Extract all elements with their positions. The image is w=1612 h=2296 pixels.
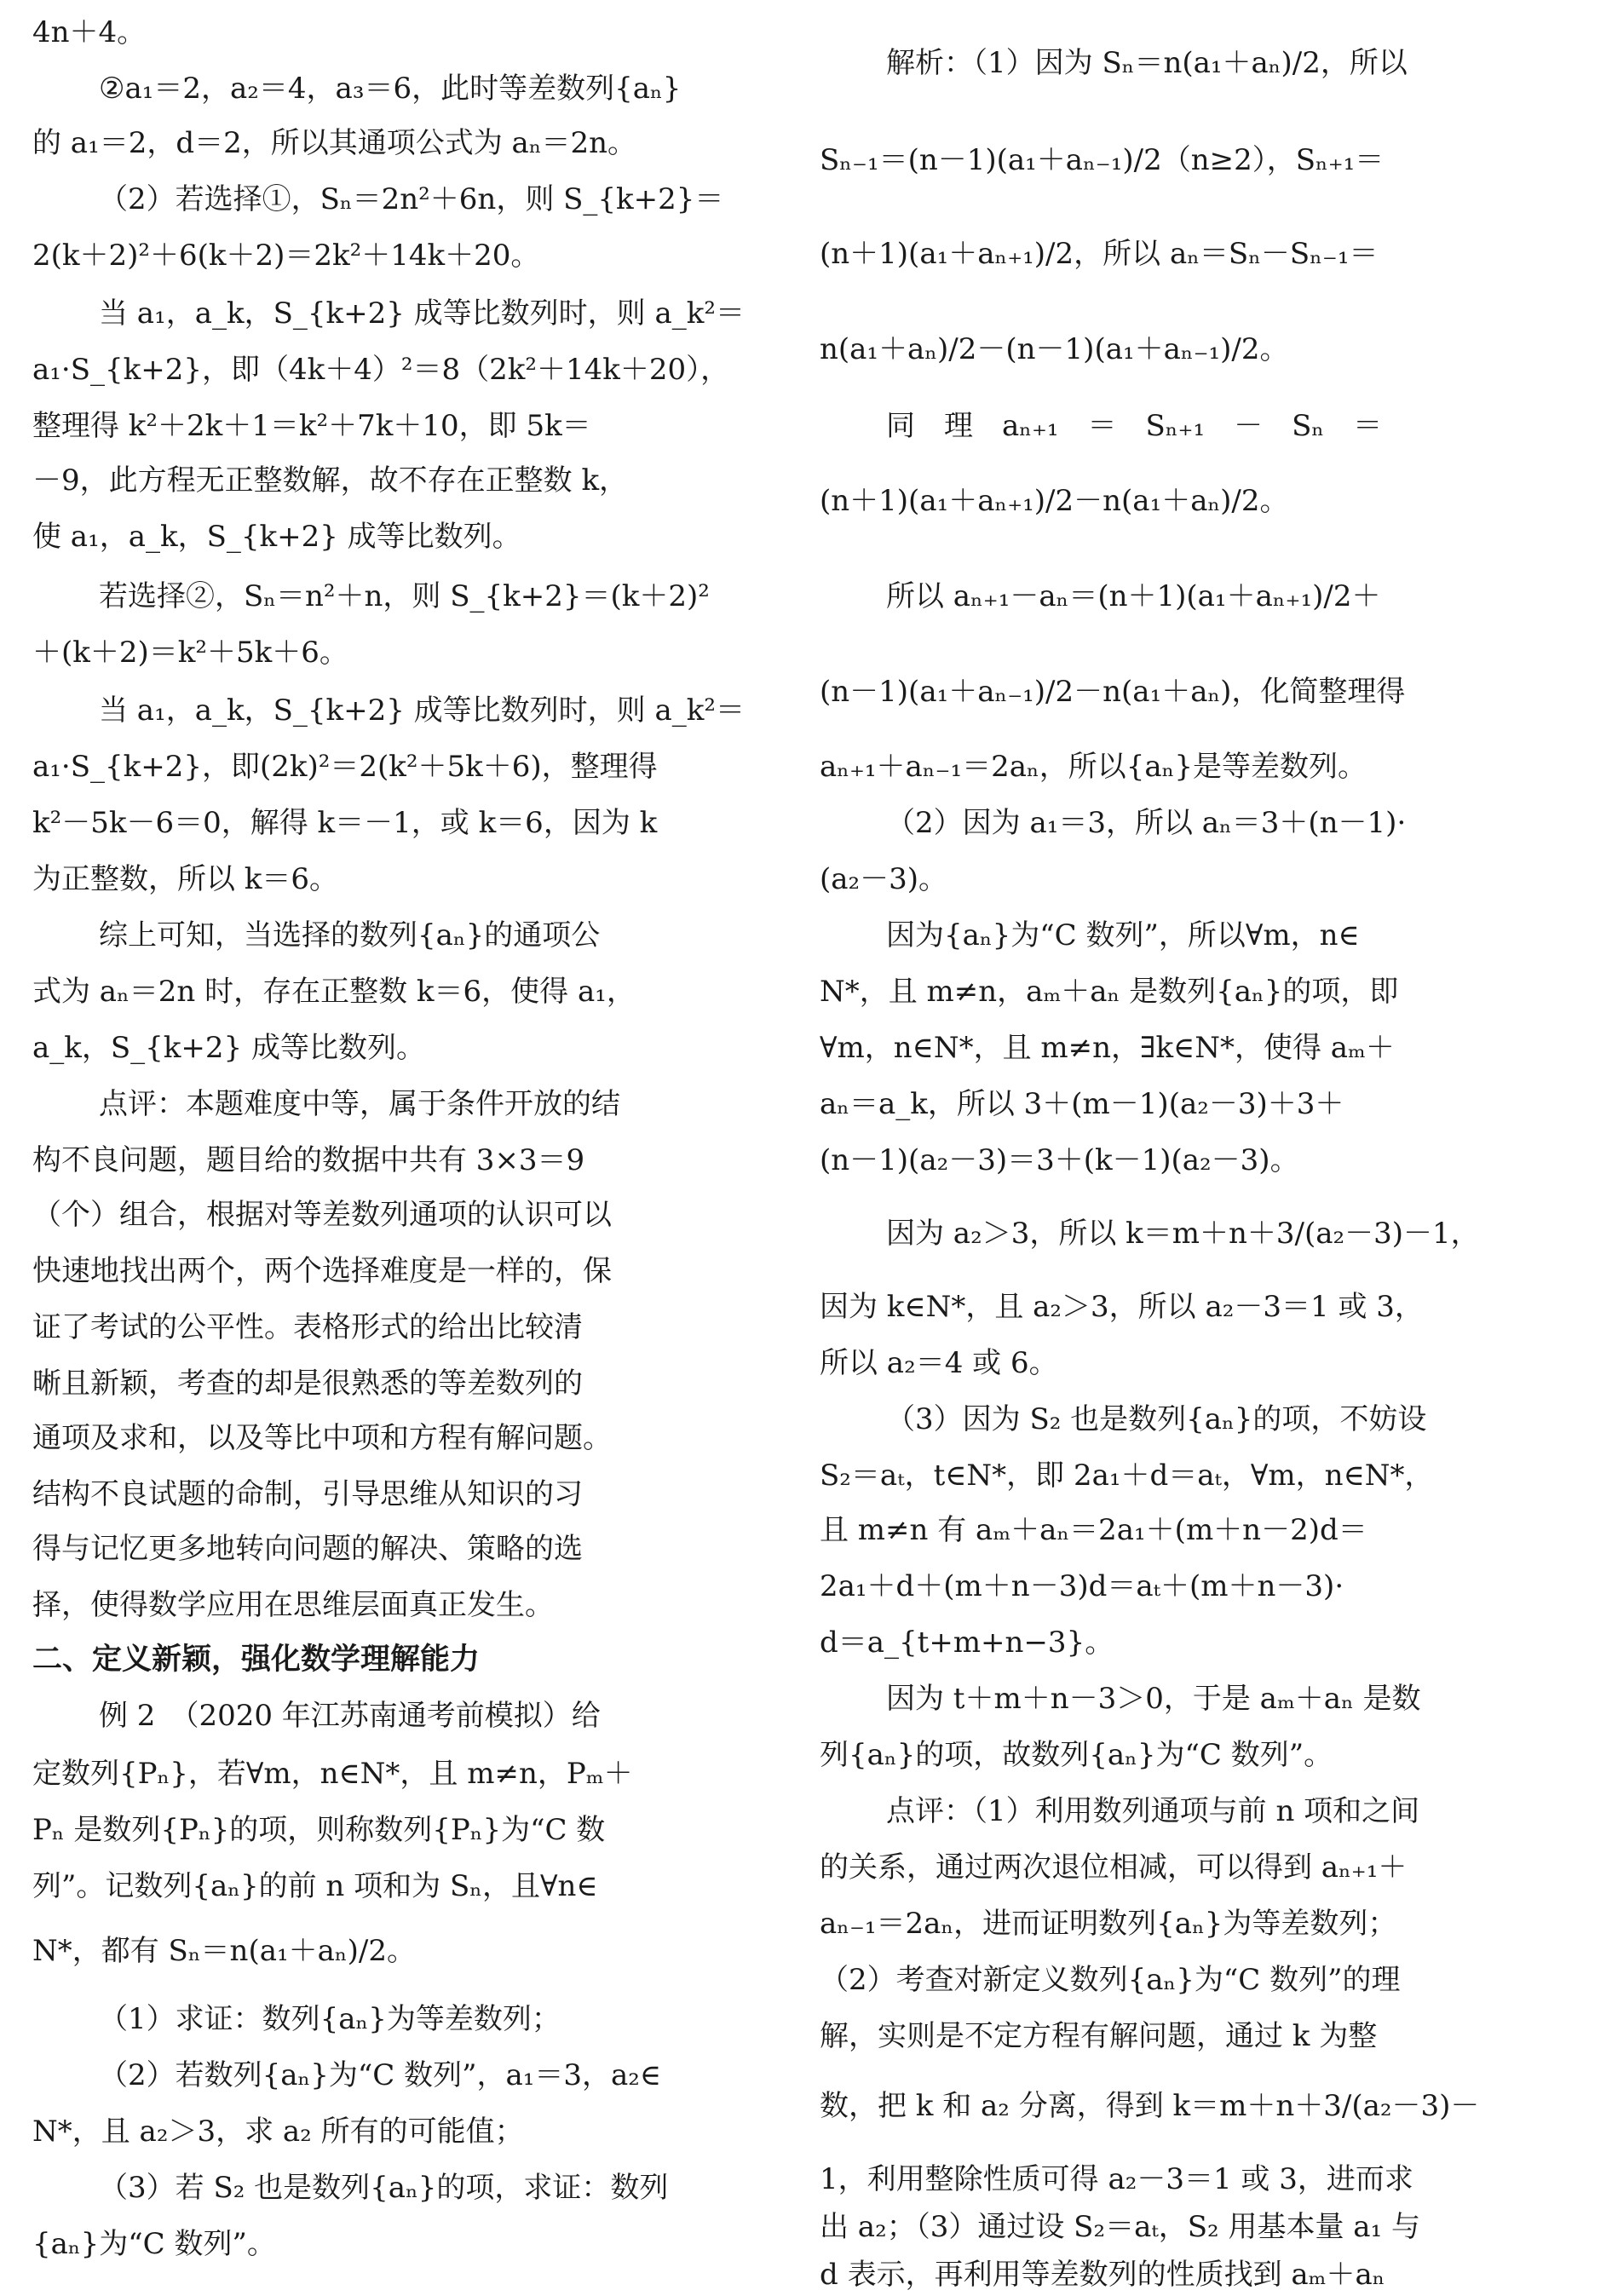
right-column-line: 同 理 aₙ₊₁ ＝ Sₙ₊₁ － Sₙ ＝ bbox=[886, 409, 1383, 443]
left-column-line: （个）组合，根据对等差数列通项的认识可以 bbox=[32, 1198, 612, 1232]
right-column-line: aₙ₋₁＝2aₙ，进而证明数列{aₙ}为等差数列； bbox=[820, 1907, 1397, 1941]
left-column-line: 得与记忆更多地转向问题的解决、策略的选 bbox=[32, 1532, 583, 1566]
left-column-line: {aₙ}为“C 数列”。 bbox=[32, 2227, 276, 2261]
left-column-line: N*，且 a₂＞3，求 a₂ 所有的可能值； bbox=[32, 2115, 524, 2149]
right-column-line: 解析：（1）因为 Sₙ＝n(a₁＋aₙ)/2，所以 bbox=[886, 46, 1408, 80]
right-column-line: (a₂－3)。 bbox=[820, 862, 948, 896]
right-column-line: 所以 a₂＝4 或 6。 bbox=[820, 1346, 1058, 1380]
left-column-line: 当 a₁，a_k，S_{k+2} 成等比数列时，则 a_k²＝ bbox=[99, 693, 745, 728]
right-column-line: 因为 k∈N*，且 a₂＞3，所以 a₂－3＝1 或 3， bbox=[820, 1290, 1424, 1324]
right-column-line: 2a₁＋d＋(m＋n－3)d＝aₜ＋(m＋n－3)· bbox=[820, 1569, 1344, 1603]
left-column-line: 2(k＋2)²＋6(k＋2)＝2k²＋14k＋20。 bbox=[32, 239, 540, 273]
right-column-line: 1，利用整除性质可得 a₂－3＝1 或 3，进而求 bbox=[820, 2162, 1413, 2196]
right-column-line: N*，且 m≠n，aₘ＋aₙ 是数列{aₙ}的项，即 bbox=[820, 975, 1399, 1009]
right-column-line: n(a₁＋aₙ)/2－(n－1)(a₁＋aₙ₋₁)/2。 bbox=[820, 332, 1289, 366]
right-column-line: (n－1)(a₁＋aₙ₋₁)/2－n(a₁＋aₙ)，化简整理得 bbox=[820, 675, 1406, 709]
right-column-line: 所以 aₙ₊₁－aₙ＝(n＋1)(a₁＋aₙ₊₁)/2＋ bbox=[886, 579, 1381, 613]
left-column-line: ②a₁＝2，a₂＝4，a₃＝6，此时等差数列{aₙ} bbox=[99, 72, 682, 106]
left-column-line: 为正整数，所以 k＝6。 bbox=[32, 862, 339, 896]
left-column-line: 点评：本题难度中等，属于条件开放的结 bbox=[99, 1087, 620, 1121]
right-column-line: （3）因为 S₂ 也是数列{aₙ}的项，不妨设 bbox=[886, 1402, 1427, 1436]
right-column-line: (n＋1)(a₁＋aₙ₊₁)/2，所以 aₙ＝Sₙ－Sₙ₋₁＝ bbox=[820, 237, 1379, 271]
left-column-line: 结构不良试题的命制，引导思维从知识的习 bbox=[32, 1477, 583, 1511]
left-column-line: （1）求证：数列{aₙ}为等差数列； bbox=[99, 2002, 561, 2036]
left-column-line: －9，此方程无正整数解，故不存在正整数 k， bbox=[32, 463, 629, 498]
right-column-line: （2）因为 a₁＝3，所以 aₙ＝3＋(n－1)· bbox=[886, 806, 1407, 840]
left-column-line: a_k，S_{k+2} 成等比数列。 bbox=[32, 1031, 425, 1065]
left-column-line: 综上可知，当选择的数列{aₙ}的通项公 bbox=[99, 918, 601, 952]
left-column-line: （3）若 S₂ 也是数列{aₙ}的项，求证：数列 bbox=[99, 2171, 669, 2205]
right-column-line: (n－1)(a₂－3)＝3＋(k－1)(a₂－3)。 bbox=[820, 1143, 1299, 1177]
left-column-line: 列”。记数列{aₙ}的前 n 项和为 Sₙ，且∀n∈ bbox=[32, 1869, 598, 1903]
left-column-line: 构不良问题，题目给的数据中共有 3×3＝9 bbox=[32, 1143, 585, 1177]
left-column-line: ＋(k＋2)＝k²＋5k＋6。 bbox=[32, 636, 348, 670]
right-column-line: 出 a₂；（3）通过设 S₂＝aₜ，S₂ 用基本量 a₁ 与 bbox=[820, 2210, 1420, 2244]
left-column-line: 快速地找出两个，两个选择难度是一样的，保 bbox=[32, 1254, 612, 1288]
right-column-line: 因为{aₙ}为“C 数列”，所以∀m，n∈ bbox=[886, 918, 1360, 952]
right-column-line: 数，把 k 和 a₂ 分离，得到 k＝m＋n＋3/(a₂－3)－ bbox=[820, 2089, 1480, 2123]
right-column-line: aₙ₊₁＋aₙ₋₁＝2aₙ，所以{aₙ}是等差数列。 bbox=[820, 750, 1367, 784]
left-column-line: 整理得 k²＋2k＋1＝k²＋7k＋10，即 5k＝ bbox=[32, 409, 591, 443]
right-column-line: d 表示，再利用等差数列的性质找到 aₘ＋aₙ bbox=[820, 2258, 1385, 2292]
left-column-line: 式为 aₙ＝2n 时，存在正整数 k＝6，使得 a₁， bbox=[32, 975, 636, 1009]
left-column-line: a₁·S_{k+2}，即（4k＋4）²＝8（2k²＋14k＋20）， bbox=[32, 353, 730, 387]
right-column-line: d＝a_{t+m+n−3}。 bbox=[820, 1626, 1114, 1660]
left-column-line: 若选择②，Sₙ＝n²＋n，则 S_{k+2}＝(k＋2)² bbox=[99, 579, 710, 613]
left-column-line: a₁·S_{k+2}，即(2k)²＝2(k²＋5k＋6)，整理得 bbox=[32, 750, 658, 784]
left-column-line: 使 a₁，a_k，S_{k+2} 成等比数列。 bbox=[32, 520, 521, 554]
right-column-line: 解，实则是不定方程有解问题，通过 k 为整 bbox=[820, 2019, 1378, 2053]
left-column-line: 通项及求和，以及等比中项和方程有解问题。 bbox=[32, 1421, 612, 1455]
left-column-line: 定数列{Pₙ}，若∀m，n∈N*，且 m≠n，Pₘ＋ bbox=[32, 1757, 633, 1791]
left-column-line: Pₙ 是数列{Pₙ}的项，则称数列{Pₙ}为“C 数 bbox=[32, 1813, 606, 1847]
left-column-line: 4n＋4。 bbox=[32, 15, 147, 49]
left-column-line: 二、定义新颖，强化数学理解能力 bbox=[32, 1643, 481, 1677]
right-column-line: 的关系，通过两次退位相减，可以得到 aₙ₊₁＋ bbox=[820, 1850, 1408, 1885]
right-column-line: Sₙ₋₁＝(n－1)(a₁＋aₙ₋₁)/2（n≥2），Sₙ₊₁＝ bbox=[820, 143, 1385, 177]
left-column-line: （2）若选择①，Sₙ＝2n²＋6n，则 S_{k+2}＝ bbox=[99, 182, 724, 216]
right-column-line: aₙ＝a_k，所以 3＋(m－1)(a₂－3)＋3＋ bbox=[820, 1087, 1344, 1121]
right-column-line: (n＋1)(a₁＋aₙ₊₁)/2－n(a₁＋aₙ)/2。 bbox=[820, 484, 1289, 518]
right-column-line: 列{aₙ}的项，故数列{aₙ}为“C 数列”。 bbox=[820, 1738, 1333, 1772]
left-column-line: （2）若数列{aₙ}为“C 数列”，a₁＝3，a₂∈ bbox=[99, 2058, 662, 2092]
left-column-line: 的 a₁＝2，d＝2，所以其通项公式为 aₙ＝2n。 bbox=[32, 126, 637, 160]
left-column-line: N*，都有 Sₙ＝n(a₁＋aₙ)/2。 bbox=[32, 1934, 416, 1968]
left-column-line: 例 2 （2020 年江苏南通考前模拟）给 bbox=[99, 1699, 601, 1733]
right-column-line: 点评：（1）利用数列通项与前 n 项和之间 bbox=[886, 1794, 1420, 1828]
left-column-line: 当 a₁，a_k，S_{k+2} 成等比数列时，则 a_k²＝ bbox=[99, 296, 745, 331]
left-column-line: k²－5k－6＝0，解得 k＝－1，或 k＝6，因为 k bbox=[32, 806, 658, 840]
right-column-line: S₂＝aₜ，t∈N*，即 2a₁＋d＝aₜ，∀m，n∈N*， bbox=[820, 1459, 1434, 1493]
left-column-line: 择，使得数学应用在思维层面真正发生。 bbox=[32, 1588, 554, 1622]
right-column-line: （2）考查对新定义数列{aₙ}为“C 数列”的理 bbox=[820, 1963, 1401, 1997]
right-column-line: 因为 t＋m＋n－3＞0，于是 aₘ＋aₙ 是数 bbox=[886, 1682, 1421, 1716]
left-column-line: 证了考试的公平性。表格形式的给出比较清 bbox=[32, 1310, 583, 1344]
right-column-line: ∀m，n∈N*，且 m≠n，∃k∈N*，使得 aₘ＋ bbox=[820, 1031, 1395, 1065]
right-column-line: 因为 a₂＞3，所以 k＝m＋n＋3/(a₂－3)－1， bbox=[886, 1217, 1480, 1251]
right-column-line: 且 m≠n 有 aₘ＋aₙ＝2a₁＋(m＋n－2)d＝ bbox=[820, 1513, 1367, 1547]
left-column-line: 晰且新颖，考查的却是很熟悉的等差数列的 bbox=[32, 1367, 583, 1401]
